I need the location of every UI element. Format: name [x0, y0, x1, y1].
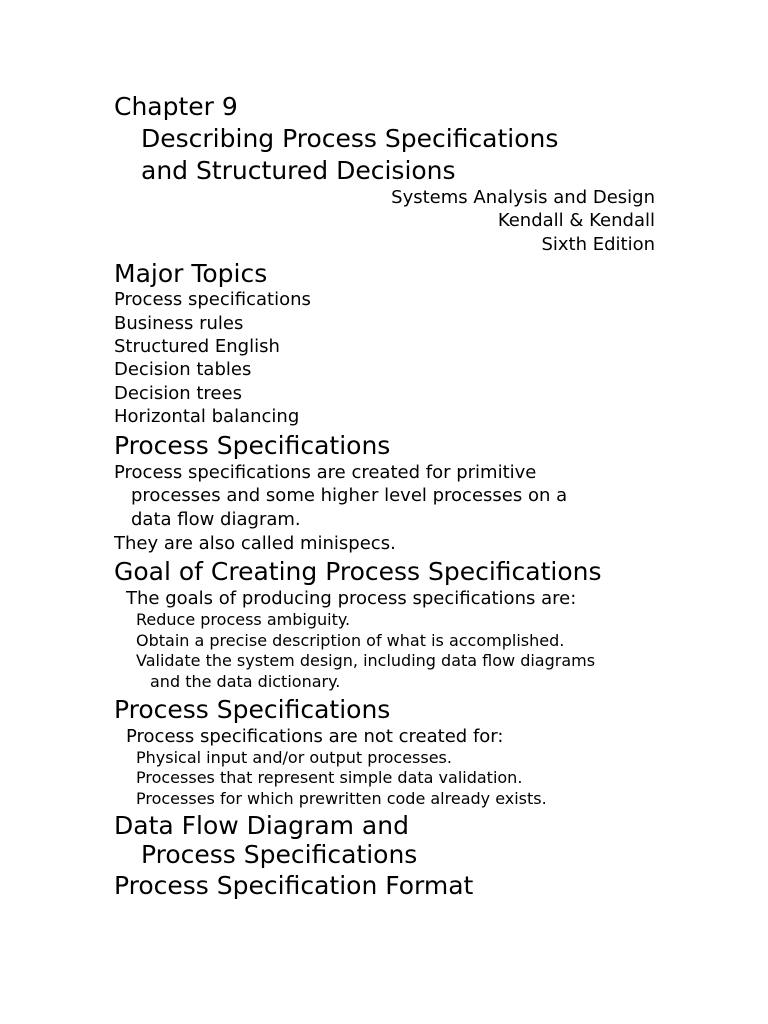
not-created-item: Processes that represent simple data validation. [136, 768, 523, 787]
process-specs-para-line-2: processes and some higher level processes on a [131, 485, 568, 506]
dfd-heading-line-2: Process Specifications [141, 840, 418, 869]
goal-heading: Goal of Creating Process Specifications [114, 557, 602, 586]
topic-item: Process specifications [114, 289, 311, 310]
topic-item: Business rules [114, 313, 244, 334]
not-created-item: Processes for which prewritten code already exists. [136, 789, 547, 808]
not-created-item: Physical input and/or output processes. [136, 748, 452, 767]
process-specs-para-line-3: data flow diagram. [131, 509, 301, 530]
goal-item-continuation: and the data dictionary. [150, 672, 341, 691]
dfd-heading-line-1: Data Flow Diagram and [114, 811, 409, 840]
process-specs-para-line-1: Process specifications are created for primitive [114, 462, 537, 483]
process-specifications-heading: Process Specifications [114, 431, 391, 460]
minispecs-note: They are also called minispecs. [114, 533, 396, 554]
goal-item: Validate the system design, including data flow diagrams [136, 651, 596, 670]
goal-item: Reduce process ambiguity. [136, 610, 351, 629]
topic-item: Horizontal balancing [114, 406, 300, 427]
book-authors: Kendall & Kendall [497, 210, 655, 231]
topic-item: Structured English [114, 336, 280, 357]
book-edition: Sixth Edition [541, 234, 655, 255]
book-title: Systems Analysis and Design [391, 187, 655, 208]
chapter-label: Chapter 9 [114, 92, 238, 121]
format-heading: Process Specification Format [114, 871, 474, 900]
goal-item: Obtain a precise description of what is accomplished. [136, 631, 565, 650]
topic-item: Decision tables [114, 359, 252, 380]
topic-item: Decision trees [114, 383, 242, 404]
chapter-title-line-1: Describing Process Specifications [141, 124, 559, 153]
not-created-intro: Process specifications are not created for: [126, 726, 504, 747]
major-topics-heading: Major Topics [114, 259, 268, 288]
process-specifications-heading-2: Process Specifications [114, 695, 391, 724]
goal-intro: The goals of producing process specifications are: [126, 588, 577, 609]
chapter-title-line-2: and Structured Decisions [141, 156, 456, 185]
